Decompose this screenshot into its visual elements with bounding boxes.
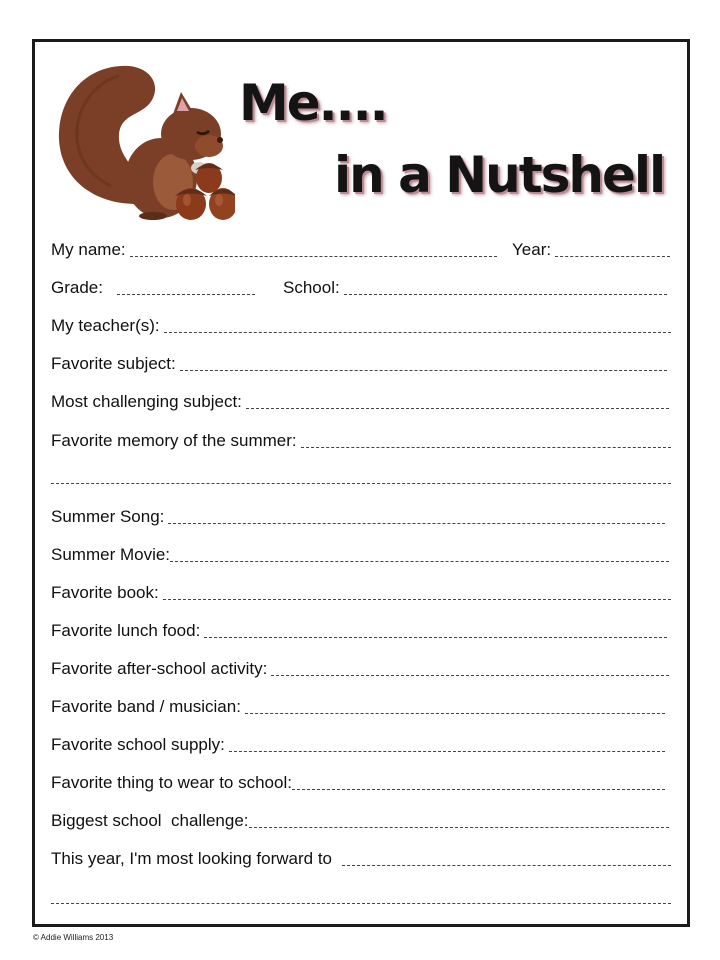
challenging-subject-label: Most challenging subject: xyxy=(51,392,242,411)
summer-memory-label: Favorite memory of the summer: xyxy=(51,431,297,450)
grade-blank[interactable] xyxy=(117,280,255,295)
looking-forward-blank[interactable] xyxy=(342,851,671,866)
looking-forward-extra-blank[interactable] xyxy=(51,889,671,904)
lunch-food-label: Favorite lunch food: xyxy=(51,621,201,640)
year-label: Year: xyxy=(512,240,552,259)
summer-memory-extra-blank[interactable] xyxy=(51,469,671,484)
lunch-food-blank[interactable] xyxy=(204,623,667,638)
teacher-row xyxy=(51,316,671,336)
wear-label: Favorite thing to wear to school: xyxy=(51,773,292,792)
summer-song-blank[interactable] xyxy=(168,509,665,524)
name-row xyxy=(51,240,497,260)
summer-movie-blank[interactable] xyxy=(170,547,669,562)
summer-song-row xyxy=(51,507,665,527)
biggest-challenge-blank[interactable] xyxy=(249,813,669,828)
school-supply-blank[interactable] xyxy=(229,737,665,752)
after-school-row xyxy=(51,659,669,679)
favorite-book-blank[interactable] xyxy=(163,585,671,600)
looking-forward-row xyxy=(51,849,671,869)
wear-blank[interactable] xyxy=(292,775,665,790)
biggest-challenge-label: Biggest school challenge: xyxy=(51,811,249,830)
challenging-subject-row xyxy=(51,392,669,412)
wear-row xyxy=(51,773,665,793)
grade-label: Grade: xyxy=(51,278,103,297)
school-label: School: xyxy=(283,278,340,297)
after-school-label: Favorite after-school activity: xyxy=(51,659,268,678)
challenging-subject-blank[interactable] xyxy=(246,394,669,409)
after-school-blank[interactable] xyxy=(271,661,669,676)
school-row xyxy=(283,278,667,298)
school-blank[interactable] xyxy=(344,280,667,295)
name-blank[interactable] xyxy=(130,242,497,257)
favorite-subject-row xyxy=(51,354,667,374)
summer-memory-row xyxy=(51,431,671,451)
favorite-book-row xyxy=(51,583,671,603)
summer-memory-blank[interactable] xyxy=(301,433,671,448)
lunch-food-row xyxy=(51,621,667,641)
favorite-subject-label: Favorite subject: xyxy=(51,354,176,373)
year-row xyxy=(512,240,670,260)
looking-forward-label: This year, I'm most looking forward to xyxy=(51,849,333,868)
squirrel-illustration xyxy=(49,54,235,224)
school-supply-label: Favorite school supply: xyxy=(51,735,225,754)
teacher-label: My teacher(s): xyxy=(51,316,160,335)
favorite-book-label: Favorite book: xyxy=(51,583,159,602)
favorite-subject-blank[interactable] xyxy=(180,356,667,371)
title-line-2: in a Nutshell xyxy=(334,146,665,204)
year-blank[interactable] xyxy=(555,242,670,257)
biggest-challenge-row xyxy=(51,811,669,831)
band-row xyxy=(51,697,665,717)
copyright-text: © Addie Williams 2013 xyxy=(33,933,114,942)
title-line-1: Me.... xyxy=(239,74,387,132)
name-label: My name: xyxy=(51,240,126,259)
band-label: Favorite band / musician: xyxy=(51,697,241,716)
summer-movie-label: Summer Movie: xyxy=(51,545,171,564)
summer-movie-row xyxy=(51,545,669,565)
teacher-blank[interactable] xyxy=(164,318,671,333)
band-blank[interactable] xyxy=(245,699,665,714)
school-supply-row xyxy=(51,735,665,755)
grade-row xyxy=(51,278,255,298)
worksheet-frame xyxy=(32,39,690,927)
looking-forward-extra-row xyxy=(51,889,671,907)
summer-song-label: Summer Song: xyxy=(51,507,165,526)
summer-memory-extra-row xyxy=(51,469,671,487)
